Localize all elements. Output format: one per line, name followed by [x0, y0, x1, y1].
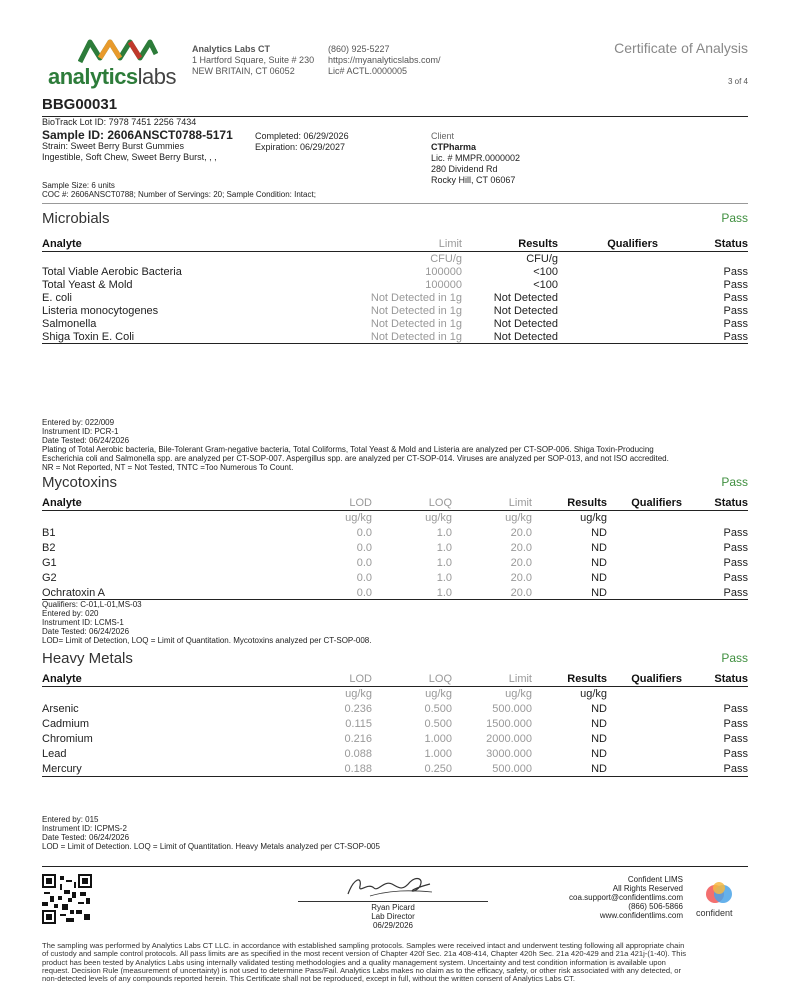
table-row [42, 292, 748, 305]
qualifier-value [558, 305, 658, 318]
result-value: Not Detected [493, 331, 558, 343]
analyte-name: Total Viable Aerobic Bacteria [42, 266, 182, 278]
table-row [42, 318, 748, 331]
unit-loq: ug/kg [425, 512, 452, 525]
status-value: Pass [723, 279, 748, 291]
signature-icon [340, 872, 440, 902]
lims-rights: All Rights Reserved [612, 884, 683, 893]
result-value: ND [591, 557, 607, 569]
result-value: ND [591, 703, 607, 715]
loq-value: 1.000 [424, 748, 452, 760]
table-row [42, 526, 748, 541]
note-line: Escherichia coli and Salmonella spp. are analyzed per CT-SOP-007. Aspergillus spp. are analyzed per CT-SOP-014. Viruses are analyzed per SOP-013, and not ISO accredited. [42, 454, 669, 463]
confident-logo-text: confident [696, 908, 733, 918]
status-value: Pass [723, 266, 748, 278]
status-value: Pass [723, 527, 748, 539]
col-analyte: Analyte [42, 497, 82, 509]
note-line: LOD = Limit of Detection. LOQ = Limit of Quantitation. Heavy Metals analyzed per CT-SOP-005 [42, 842, 380, 851]
table-row [42, 702, 748, 717]
sample-id: Sample ID: 2606ANSCT0788-5171 [42, 128, 233, 142]
qualifier-value [607, 541, 682, 556]
heavy-metals-table [42, 672, 748, 777]
limit-value: 20.0 [510, 527, 532, 539]
note-line: Entered by: 022/009 [42, 418, 115, 427]
biotrack-id: BioTrack Lot ID: 7978 7451 2256 7434 [42, 117, 197, 127]
lims-url[interactable]: www.confidentlims.com [599, 911, 683, 920]
col-qualifiers: Qualifiers [631, 673, 682, 685]
col-analyte: Analyte [42, 673, 82, 685]
client-name: CTPharma [431, 142, 477, 152]
disclaimer-line: product has been tested by Analytics Labs using internally validated testing methodologies and a quality management system. Uncertainty and test condition information is available upon [42, 957, 666, 967]
limit-value: 2000.000 [486, 733, 532, 745]
limit-value: Not Detected in 1g [370, 331, 462, 343]
qualifier-value [558, 266, 658, 279]
unit-results: ug/kg [580, 512, 607, 525]
logo-text-a: analytics [48, 64, 138, 89]
logo-text [48, 64, 176, 90]
analyte-name: Chromium [42, 733, 93, 745]
mycotoxins-title: Mycotoxins [42, 474, 118, 491]
qr-code[interactable] [42, 874, 92, 924]
col-limit: Limit [508, 497, 532, 509]
analyte-name: E. coli [42, 292, 72, 304]
lab-logo [48, 38, 188, 90]
col-loq: LOQ [428, 673, 452, 685]
lims-name: Confident LIMS [627, 875, 683, 884]
unit-results: CFU/g [526, 252, 558, 265]
result-value: ND [591, 527, 607, 539]
lab-phone: (860) 925-5227 [328, 44, 390, 54]
table-row [42, 556, 748, 571]
completed-date: Completed: 06/29/2026 [255, 131, 349, 141]
status-value: Pass [723, 748, 748, 760]
logo-mountains-icon [78, 38, 158, 64]
status-value: Pass [723, 587, 748, 599]
lab-url[interactable]: https://myanalyticslabs.com/ [328, 55, 441, 65]
mycotoxins-status: Pass [721, 475, 748, 489]
status-value: Pass [723, 292, 748, 304]
loq-value: 1.0 [436, 542, 452, 554]
qualifier-value [607, 571, 682, 586]
divider [42, 776, 748, 777]
lims-block [569, 875, 683, 920]
table-row [42, 762, 748, 777]
heavy-metals-notes [42, 815, 752, 851]
note-line: Date Tested: 06/24/2026 [42, 436, 130, 445]
disclaimer-line: of custody and sample control protocols. All pass limits are as specified in the most recent version of Chapter 420f Sec. 21a 408-414, Chapter 420h Sec. 21a 420-429 and 21a 421j-(1-40). This [42, 949, 687, 959]
col-qualifiers: Qualifiers [607, 238, 658, 250]
result-value: <100 [533, 266, 558, 278]
col-status: Status [714, 497, 748, 509]
lab-address1: 1 Hartford Square, Suite # 230 [192, 55, 315, 65]
status-value: Pass [723, 718, 748, 730]
note-line: Entered by: 015 [42, 815, 99, 824]
table-row [42, 571, 748, 586]
loq-value: 0.500 [424, 718, 452, 730]
disclaimer-line: The sampling was performed by Analytics Labs CT LLC. in accordance with established sampling protocols. Samples were received intact and underwent testing following all appropriate chain [42, 941, 685, 950]
status-value: Pass [723, 703, 748, 715]
qualifier-value [607, 526, 682, 541]
qualifier-value [558, 279, 658, 292]
result-value: ND [591, 587, 607, 599]
unit-lod: ug/kg [345, 512, 372, 525]
result-value: Not Detected [493, 318, 558, 330]
col-loq: LOQ [428, 497, 452, 509]
lab-name: Analytics Labs CT [192, 44, 271, 54]
limit-value: Not Detected in 1g [370, 305, 462, 317]
client-address2: Rocky Hill, CT 06067 [431, 175, 516, 185]
limit-value: 3000.000 [486, 748, 532, 760]
analyte-name: Shiga Toxin E. Coli [42, 331, 135, 343]
limit-value: 100000 [425, 266, 462, 278]
unit-lod: ug/kg [345, 688, 372, 701]
limit-value: Not Detected in 1g [370, 292, 462, 304]
microbials-notes [42, 418, 752, 472]
col-results: Results [567, 673, 607, 685]
table-row [42, 732, 748, 747]
loq-value: 1.0 [436, 527, 452, 539]
microbials-status: Pass [721, 211, 748, 225]
result-value: ND [591, 718, 607, 730]
loq-value: 0.500 [424, 703, 452, 715]
status-value: Pass [723, 542, 748, 554]
status-value: Pass [723, 318, 748, 330]
limit-value: 20.0 [510, 557, 532, 569]
lod-value: 0.236 [344, 703, 372, 715]
result-value: ND [591, 748, 607, 760]
limit-value: 1500.000 [486, 718, 532, 730]
signer-title: Lab Director [371, 912, 415, 921]
analyte-name: Salmonella [42, 318, 97, 330]
limit-value: 500.000 [492, 703, 532, 715]
result-value: <100 [533, 279, 558, 291]
doc-title: Certificate of Analysis [614, 40, 748, 56]
unit-results: ug/kg [580, 688, 607, 701]
note-line: Instrument ID: LCMS-1 [42, 618, 124, 627]
coc-info: COC #: 2606ANSCT0788; Number of Servings: 20; Sample Condition: Intact; [42, 190, 316, 199]
note-line: Entered by: 020 [42, 609, 99, 618]
lod-value: 0.115 [345, 718, 372, 730]
signature-image [340, 872, 440, 902]
mycotoxins-table [42, 496, 748, 601]
heavy-metals-title: Heavy Metals [42, 650, 133, 667]
loq-value: 1.0 [436, 587, 452, 599]
signature-date: 06/29/2026 [372, 921, 414, 930]
lod-value: 0.0 [356, 557, 372, 569]
unit-loq: ug/kg [425, 688, 452, 701]
result-value: ND [591, 572, 607, 584]
disclaimer-line: request. Decision Rule (measurement of uncertainty) is not used to determine Pass/Fail. Analytics Labs makes no claim as to the efficacy, safety, or other risk associated with any detected, or [42, 965, 682, 975]
strain: Strain: Sweet Berry Burst Gummies [42, 141, 185, 151]
col-status: Status [714, 673, 748, 685]
logo-text-b: labs [137, 64, 177, 89]
analyte-name: B1 [42, 527, 56, 539]
table-row [42, 279, 748, 292]
col-results: Results [567, 497, 607, 509]
note-line: LOD= Limit of Detection, LOQ = Limit of Quantitation. Mycotoxins analyzed per CT-SOP-008. [42, 636, 372, 645]
heavy-metals-status: Pass [721, 651, 748, 665]
unit-limit: CFU/g [430, 252, 462, 265]
microbials-table [42, 237, 748, 344]
limit-value: 100000 [425, 279, 462, 291]
lab-contact-block [328, 44, 441, 77]
note-line: NR = Not Reported, NT = Not Tested, TNTC =Too Numerous To Count. [42, 463, 294, 472]
qualifier-value [607, 762, 682, 777]
client-label: Client [431, 131, 455, 141]
limit-value: 20.0 [510, 542, 532, 554]
analyte-name: Lead [42, 748, 67, 760]
lims-email[interactable]: coa.support@confidentlims.com [569, 893, 683, 902]
signature-block [298, 903, 488, 930]
qualifier-value [607, 556, 682, 571]
note-line: Date Tested: 06/24/2026 [42, 833, 130, 842]
analyte-name: G2 [42, 572, 57, 584]
table-row [42, 266, 748, 279]
col-lod: LOD [349, 673, 372, 685]
note-line: Qualifiers: C-01,L-01,MS-03 [42, 600, 142, 609]
analyte-name: Cadmium [42, 718, 90, 730]
result-value: Not Detected [493, 305, 558, 317]
status-value: Pass [723, 733, 748, 745]
microbials-title: Microbials [42, 210, 110, 227]
table-row [42, 541, 748, 556]
result-value: Not Detected [493, 292, 558, 304]
client-address1: 280 Dividend Rd [431, 164, 498, 174]
note-line: Plating of Total Aerobic bacteria, Bile-Tolerant Gram-negative bacteria, Total Coliforms, Total Yeast & Mold and Listeria are analyzed per CT-SOP-006. Shiga Toxin-Producing [42, 445, 654, 454]
loq-value: 0.250 [424, 763, 452, 775]
analyte-name: Mercury [42, 763, 82, 775]
limit-value: 500.000 [492, 763, 532, 775]
analyte-name: B2 [42, 542, 56, 554]
page-number: 3 of 4 [727, 77, 748, 86]
lod-value: 0.0 [356, 572, 372, 584]
status-value: Pass [723, 557, 748, 569]
matrix: Ingestible, Soft Chew, Sweet Berry Burst, , , [42, 152, 217, 162]
qualifier-value [607, 717, 682, 732]
limit-value: 20.0 [510, 572, 532, 584]
lod-value: 0.0 [356, 587, 372, 599]
loq-value: 1.0 [436, 557, 452, 569]
lod-value: 0.216 [344, 733, 372, 745]
lod-value: 0.088 [344, 748, 372, 760]
signature-line [298, 901, 488, 902]
col-qualifiers: Qualifiers [631, 497, 682, 509]
lod-value: 0.0 [356, 527, 372, 539]
divider [42, 343, 748, 344]
note-line: Instrument ID: PCR-1 [42, 427, 119, 436]
lab-address-block [192, 44, 314, 77]
analyte-name: Listeria monocytogenes [42, 305, 159, 317]
table-row [42, 717, 748, 732]
loq-value: 1.000 [424, 733, 452, 745]
qualifier-value [607, 732, 682, 747]
col-results: Results [518, 238, 558, 250]
batch-id: BBG00031 [42, 96, 118, 113]
disclaimer [42, 942, 752, 983]
lod-value: 0.0 [356, 542, 372, 554]
limit-value: Not Detected in 1g [370, 318, 462, 330]
col-analyte: Analyte [42, 238, 82, 250]
client-license: Lic. # MMPR.0000002 [431, 153, 521, 163]
divider [42, 866, 748, 867]
status-value: Pass [723, 331, 748, 343]
confident-logo-icon [705, 882, 735, 906]
col-limit: Limit [438, 238, 462, 250]
sample-size: Sample Size: 6 units [42, 181, 115, 190]
expiration-date: Expiration: 06/29/2027 [255, 142, 346, 152]
client-block [431, 131, 520, 186]
result-value: ND [591, 763, 607, 775]
col-lod: LOD [349, 497, 372, 509]
analyte-name: Total Yeast & Mold [42, 279, 133, 291]
col-status: Status [714, 238, 748, 250]
table-row [42, 331, 748, 344]
table-row [42, 747, 748, 762]
note-line: Date Tested: 06/24/2026 [42, 627, 130, 636]
status-value: Pass [723, 305, 748, 317]
qualifier-value [607, 747, 682, 762]
limit-value: 20.0 [510, 587, 532, 599]
analyte-name: Arsenic [42, 703, 79, 715]
mycotoxins-notes [42, 600, 752, 645]
note-line: Instrument ID: ICPMS-2 [42, 824, 127, 833]
result-value: ND [591, 733, 607, 745]
lab-address2: NEW BRITAIN, CT 06052 [192, 66, 295, 76]
table-row [42, 305, 748, 318]
analyte-name: G1 [42, 557, 57, 569]
divider [42, 203, 748, 204]
qualifier-value [558, 318, 658, 331]
confident-logo [696, 882, 740, 922]
qualifier-value [558, 331, 658, 344]
lims-phone: (866) 506-5866 [628, 902, 683, 911]
col-limit: Limit [508, 673, 532, 685]
qr-code-icon [42, 874, 92, 924]
lab-license: Lic# ACTL.0000005 [328, 66, 408, 76]
status-value: Pass [723, 572, 748, 584]
result-value: ND [591, 542, 607, 554]
lod-value: 0.188 [344, 763, 372, 775]
signer-name: Ryan Picard [371, 903, 415, 912]
qualifier-value [607, 702, 682, 717]
qualifier-value [558, 292, 658, 305]
unit-limit: ug/kg [505, 512, 532, 525]
analyte-name: Ochratoxin A [42, 587, 105, 599]
unit-limit: ug/kg [505, 688, 532, 701]
loq-value: 1.0 [436, 572, 452, 584]
status-value: Pass [723, 763, 748, 775]
disclaimer-line: non-detected levels of any compounds reported herein. This Certificate shall not be reproduced, except in full, without the written consent of Analytics Labs CT. [42, 974, 575, 984]
